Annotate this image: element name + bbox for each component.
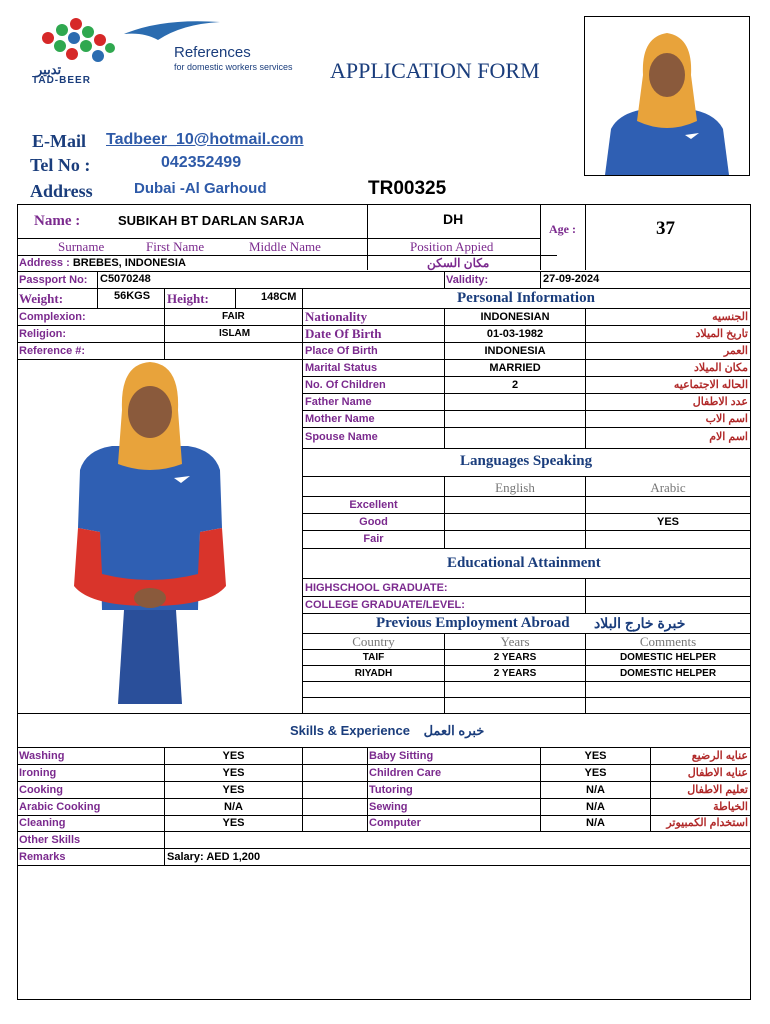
- remarks-label: Remarks: [19, 851, 66, 863]
- emp-row-years: 2 YEARS: [493, 668, 537, 679]
- religion-value: ISLAM: [219, 328, 251, 339]
- age-label: Age :: [549, 222, 576, 236]
- children-arabic: الحاله الاجتماعيه: [673, 379, 748, 391]
- position-caption: Position Appied: [410, 239, 494, 254]
- emp-col-country: Country: [352, 634, 395, 649]
- passport-value: C5070248: [100, 273, 151, 285]
- skill-arabic-cooking-value: N/A: [224, 801, 243, 813]
- skill-washing-value: YES: [222, 750, 245, 762]
- emp-row-country: TAIF: [362, 652, 385, 663]
- address-row-value: BREBES, INDONESIA: [72, 257, 186, 269]
- skill-babysitting-value: YES: [584, 750, 607, 762]
- address-value: Dubai -Al Garhoud: [134, 180, 267, 197]
- middlename-caption: Middle Name: [249, 239, 321, 254]
- skill-arabic-cooking-label: Arabic Cooking: [19, 801, 101, 813]
- validity-value: 27-09-2024: [543, 273, 600, 285]
- lang-col-arabic: Arabic: [650, 480, 686, 495]
- nationality-value: INDONESIAN: [480, 311, 550, 323]
- address-label: Address: [30, 181, 93, 201]
- reference-label: Reference #:: [19, 345, 86, 357]
- reference-code: TR00325: [368, 178, 447, 199]
- employment-arabic: خبرة خارج البلاد: [594, 615, 686, 631]
- age-value: 37: [656, 218, 675, 239]
- skill-babysitting-label: Baby Sitting: [369, 750, 434, 762]
- marital-label: Marital Status: [305, 362, 378, 374]
- children-label: No. Of Children: [305, 379, 386, 391]
- father-arabic: عدد الاطفال: [692, 396, 748, 408]
- references-logo: [122, 18, 312, 78]
- ref-title: References: [174, 44, 251, 61]
- name-label: Name :: [34, 213, 81, 229]
- email-value[interactable]: Tadbeer_10@hotmail.com: [106, 131, 304, 148]
- skill-cleaning-value: YES: [222, 817, 245, 829]
- tel-value: 042352499: [161, 154, 242, 171]
- height-value: 148CM: [261, 291, 297, 303]
- pob-label: Place Of Birth: [305, 345, 378, 357]
- education-title: Educational Attainment: [447, 555, 601, 571]
- height-label: Height:: [167, 291, 209, 306]
- skill-sewing-arabic: الخياطة: [713, 801, 748, 813]
- skill-childcare-arabic: عنايه الاطفال: [687, 767, 748, 779]
- weight-value: 56KGS: [114, 290, 151, 302]
- dob-label: Date Of Birth: [305, 326, 382, 341]
- skill-childcare-value: YES: [584, 767, 607, 779]
- mother-label: Mother Name: [305, 413, 375, 425]
- skill-tutoring-label: Tutoring: [369, 784, 413, 796]
- emp-row-years: 2 YEARS: [493, 652, 537, 663]
- nationality-arabic: الجنسيه: [712, 311, 748, 323]
- skill-ironing-label: Ironing: [19, 767, 57, 779]
- emp-col-years: Years: [500, 634, 530, 649]
- skills-title: [290, 723, 484, 739]
- ref-subtitle: for domestic workers services: [174, 62, 293, 72]
- pob-value: INDONESIA: [484, 345, 546, 357]
- lang-col-english: English: [495, 480, 535, 495]
- logo-arabic: تدبير: [36, 62, 62, 77]
- skill-tutoring-value: N/A: [586, 784, 605, 796]
- marital-value: MARRIED: [489, 362, 541, 374]
- logo-text: TAD-BEER: [32, 75, 91, 86]
- passport-label: Passport No:: [19, 274, 88, 286]
- skill-babysitting-arabic: عنايه الرضيع: [691, 750, 748, 762]
- skill-sewing-label: Sewing: [369, 801, 408, 813]
- swoosh-icon: [122, 18, 222, 44]
- skill-cooking-value: YES: [222, 784, 245, 796]
- email-label: E-Mail: [32, 131, 86, 151]
- skill-childcare-label: Children Care: [369, 767, 442, 779]
- marital-arabic: مكان الميلاد: [693, 362, 748, 374]
- address-arabic: مكان السكن: [427, 256, 490, 270]
- name-value: SUBIKAH BT DARLAN SARJA: [118, 213, 305, 228]
- address-row: [19, 257, 186, 269]
- spouse-arabic: اسم الام: [709, 431, 748, 443]
- father-label: Father Name: [305, 396, 372, 408]
- emp-col-comments: Comments: [639, 634, 697, 649]
- tadbeer-logo: [30, 18, 130, 88]
- skill-washing-label: Washing: [19, 750, 65, 762]
- skill-computer-label: Computer: [369, 817, 421, 829]
- dob-arabic: تاريخ الميلاد: [695, 328, 748, 340]
- mother-arabic: اسم الاب: [705, 413, 748, 425]
- employment-title: Previous Employment Abroad: [376, 615, 570, 631]
- emp-row-comments: DOMESTIC HELPER: [619, 652, 717, 663]
- lang-good-label: Good: [359, 516, 388, 528]
- portrait-photo: [584, 16, 750, 176]
- skill-sewing-value: N/A: [586, 801, 605, 813]
- skills-title-en: Skills & Experience: [290, 723, 410, 738]
- nationality-label: Nationality: [305, 309, 368, 324]
- lang-excellent-label: Excellent: [349, 499, 398, 511]
- emp-row-comments: DOMESTIC HELPER: [619, 668, 717, 679]
- complexion-label: Complexion:: [19, 311, 86, 323]
- dob-value: 01-03-1982: [486, 328, 544, 340]
- other-skills-label: Other Skills: [19, 834, 81, 846]
- firstname-caption: First Name: [146, 239, 205, 254]
- languages-title: Languages Speaking: [460, 453, 593, 469]
- edu-highschool: HIGHSCHOOL GRADUATE:: [305, 582, 448, 594]
- skill-computer-value: N/A: [586, 817, 605, 829]
- skill-tutoring-arabic: تعليم الاطفال: [687, 784, 748, 796]
- form-title: APPLICATION FORM: [330, 58, 540, 83]
- surname-caption: Surname: [58, 239, 105, 254]
- weight-label: Weight:: [19, 291, 64, 306]
- emp-row-country: RIYADH: [354, 668, 393, 679]
- address-row-label: Address :: [19, 257, 70, 269]
- skill-ironing-value: YES: [222, 767, 245, 779]
- validity-label: Validity:: [446, 274, 489, 286]
- tel-label: Tel No :: [30, 155, 91, 175]
- complexion-value: FAIR: [222, 311, 245, 322]
- personal-info-title: Personal Information: [457, 290, 595, 306]
- lang-good-arabic: YES: [656, 516, 679, 528]
- spouse-label: Spouse Name: [305, 431, 378, 443]
- skill-computer-arabic: استخدام الكمبيوتر: [666, 817, 748, 829]
- skill-cleaning-label: Cleaning: [19, 817, 66, 829]
- full-body-photo: [50, 360, 250, 710]
- pob-arabic: العمر: [723, 345, 748, 357]
- remarks-value: Salary: AED 1,200: [167, 851, 261, 863]
- lang-fair-label: Fair: [363, 533, 384, 545]
- skill-cooking-label: Cooking: [19, 784, 63, 796]
- skills-title-ar: خبره العمل: [423, 723, 485, 738]
- edu-college: COLLEGE GRADUATE/LEVEL:: [305, 599, 465, 611]
- position-value: DH: [443, 211, 464, 227]
- children-value: 2: [511, 379, 519, 391]
- religion-label: Religion:: [19, 328, 67, 340]
